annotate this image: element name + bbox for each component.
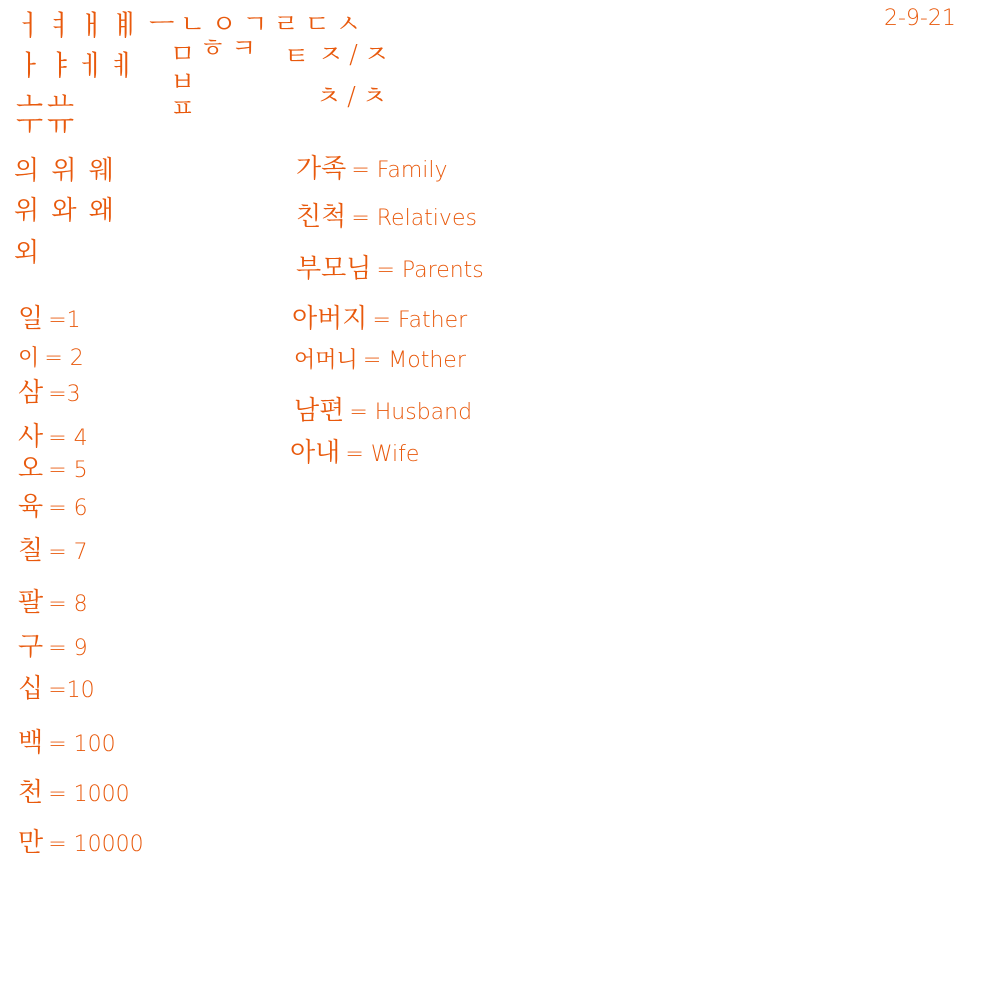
vocab-english: = Parents (376, 258, 484, 283)
number-value: =3 (48, 382, 81, 407)
diphthong-row-1: 의 위 웨 (14, 156, 116, 186)
note-date: 2-9-21 (884, 6, 956, 31)
number-value: = 100 (48, 732, 116, 757)
number-korean: 이 (18, 346, 40, 371)
number-10000 (18, 830, 144, 856)
vocab-wife (290, 440, 419, 466)
number-value: = 7 (48, 540, 88, 565)
number-value: =1 (48, 308, 81, 333)
vowel-row-4: ㅜㅠ (16, 109, 79, 142)
vocab-english: = Relatives (351, 206, 477, 231)
vocab-parents (296, 256, 484, 282)
vocab-english: = Husband (349, 400, 473, 425)
vowel-row-1: ㅓㅕㅐㅒ (16, 9, 141, 42)
number-korean: 칠 (18, 536, 44, 566)
number-1000 (18, 780, 130, 806)
consonant-line: ㅣㅡㄴㅇㄱㄹㄷㅅ (118, 10, 367, 40)
vocab-korean: 어머니 (294, 348, 358, 373)
number-korean: 백 (18, 728, 44, 758)
number-korean: 오 (18, 454, 44, 484)
number-korean: 팔 (18, 588, 44, 618)
number-value: =10 (48, 678, 95, 703)
number-3 (18, 380, 81, 406)
diphthong-row-2: 위 와 왜 (14, 196, 116, 226)
number-100 (18, 730, 116, 756)
vocab-family (296, 156, 448, 182)
consonant-j: ㅈ/ㅈ (318, 40, 395, 70)
number-korean: 일 (18, 304, 44, 334)
vocab-english: = Family (351, 158, 448, 183)
number-10 (18, 676, 95, 702)
number-value: = 2 (44, 346, 84, 371)
number-value: = 10000 (48, 832, 144, 857)
vocab-english: = Wife (345, 442, 420, 467)
number-korean: 육 (18, 492, 44, 522)
number-korean: 천 (18, 778, 44, 808)
number-value: = 6 (48, 496, 88, 521)
vocab-mother (294, 350, 466, 372)
number-korean: 십 (18, 674, 44, 704)
vocab-husband (294, 398, 472, 424)
consonant-p: ㅍ (170, 94, 202, 124)
consonant-h-k: ㅎㅋ (200, 34, 263, 64)
vocab-english: = Father (372, 308, 468, 333)
number-value: = 4 (48, 426, 88, 451)
number-korean: 사 (18, 422, 44, 452)
vocab-korean: 남편 (294, 396, 345, 426)
vocab-father (292, 306, 467, 332)
number-korean: 만 (18, 828, 44, 858)
vocab-english: = Mother (362, 348, 466, 373)
vowel-row-2: ㅏㅑㅔㅖ (16, 49, 141, 82)
vowel-row-3: ㅗㅛ (16, 85, 79, 118)
vocab-korean: 친척 (296, 202, 347, 232)
vocab-relatives (296, 204, 477, 230)
number-7 (18, 538, 88, 564)
number-2 (18, 348, 84, 370)
number-4 (18, 424, 88, 450)
consonant-ch: ㅊ/ㅊ (316, 82, 393, 112)
number-korean: 구 (18, 632, 44, 662)
number-1 (18, 306, 81, 332)
consonant-b: ㅂ (170, 68, 202, 98)
consonant-m: ㅁ (170, 40, 202, 70)
vocab-korean: 아버지 (292, 304, 368, 334)
number-korean: 삼 (18, 378, 44, 408)
vocab-korean: 아내 (290, 438, 341, 468)
number-value: = 5 (48, 458, 88, 483)
diphthong-row-3: 외 (14, 238, 40, 268)
vocab-korean: 부모님 (296, 254, 372, 284)
number-value: = 8 (48, 592, 88, 617)
vocab-korean: 가족 (296, 154, 347, 184)
number-5 (18, 456, 88, 482)
number-value: = 9 (48, 636, 88, 661)
number-9 (18, 634, 88, 660)
number-6 (18, 494, 88, 520)
number-8 (18, 590, 88, 616)
number-value: = 1000 (48, 782, 130, 807)
consonant-t: ㅌ (284, 42, 316, 72)
